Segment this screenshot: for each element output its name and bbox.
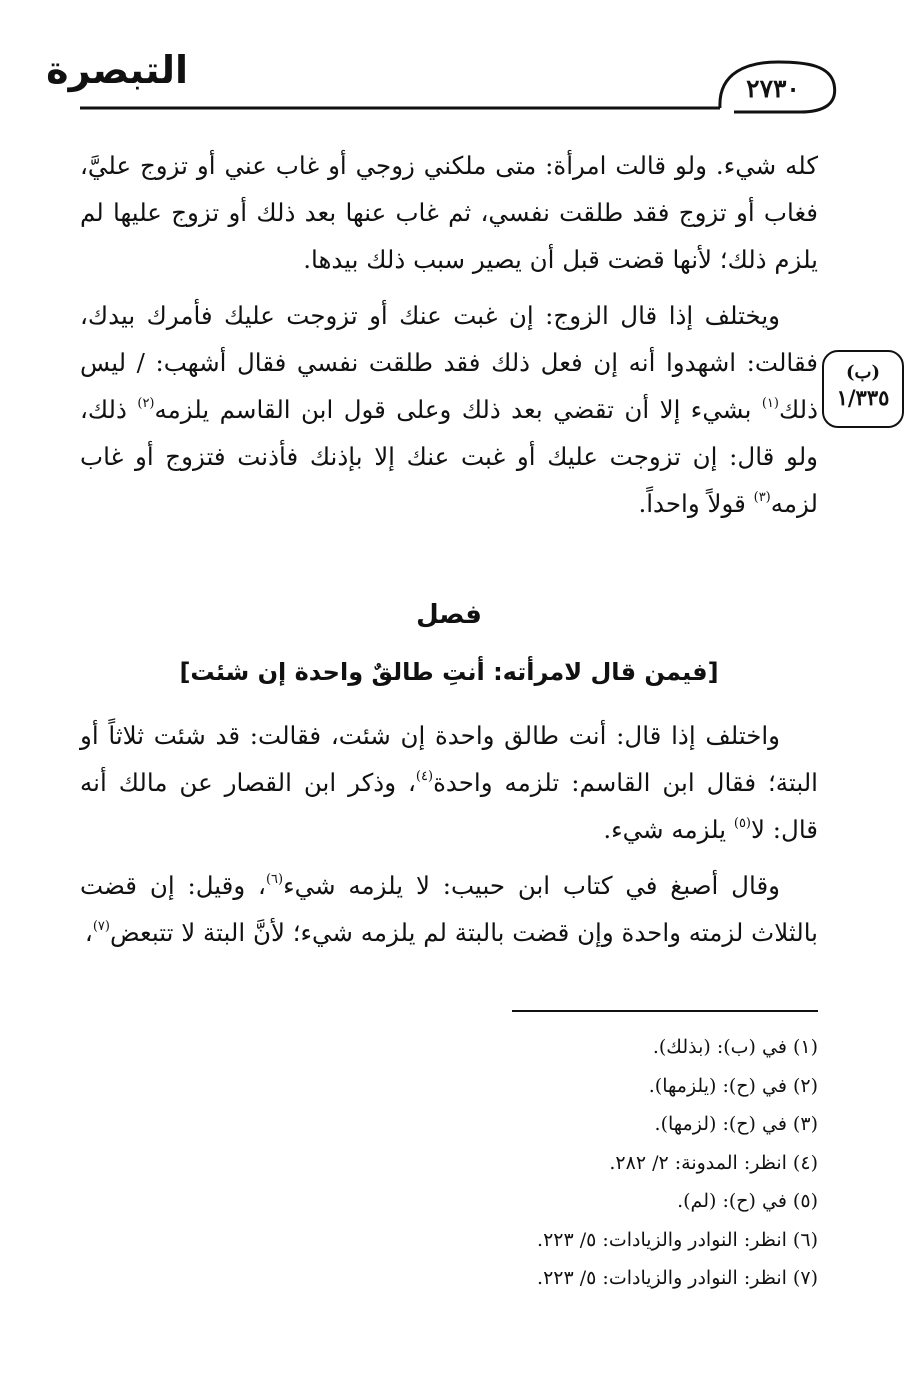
paragraph [80, 862, 818, 956]
paragraph: كله شيء. ولو قالت امرأة: متى ملكني زوجي أو غاب عني أو تزوج عليَّ، فغاب أو تزوج فقد طلقت نفسي، ثم غاب عنها بعد ذلك أو تزوج عليها لم يلزم ذلك؛ لأنها قضت قبل أن يصير سبب ذلك بيدها. [80, 151, 818, 274]
footnotes [380, 1028, 818, 1298]
footnote: (٢) في (ح): (يلزمها). [648, 1074, 818, 1097]
text-run: وقال أصبغ في كتاب ابن حبيب: لا يلزمه شيء [283, 871, 780, 900]
footnote-ref: (٢) [137, 396, 155, 411]
footnote: (٥) في (ح): (لم). [677, 1190, 818, 1212]
folio-number: ١/٣٣٥ [836, 385, 890, 410]
body-text-bottom [80, 712, 818, 956]
footnote: (١) في (ب): (بذلك). [652, 1036, 818, 1058]
footnote-divider [512, 1010, 818, 1012]
text-run: ذلك، ولو قال: إن تزوجت عليك أو غبت عنك إلا بإذنك فأذنت فتزوج أو غاب لزمه [80, 395, 818, 518]
body-text-top [80, 142, 818, 527]
footnote: (٦) انظر: النوادر والزيادات: ٥/ ٢٢٣. [537, 1228, 818, 1251]
footnote-ref: (٥) [733, 816, 751, 831]
footnote-ref: (٣) [753, 490, 771, 505]
footnote-ref: (١) [761, 396, 779, 411]
footnote-ref: (٦) [265, 872, 284, 887]
text-run: واختلف إذا قال: أنت طالق واحدة إن شئت، فقالت: قد شئت ثلاثاً أو البتة؛ فقال ابن القاسم: تلزمه واحدة [80, 721, 818, 797]
footnote: (٣) في (ح): (لزمها). [654, 1113, 818, 1135]
text-run: يلزمه شيء. [603, 815, 734, 844]
text-run: ، وقيل: إن قضت بالثلاث لزمته واحدة وإن قضت بالبتة لم يلزمه شيء؛ لأنَّ البتة لا تتبعض [80, 871, 818, 947]
text-run: قولاً واحداً. [638, 489, 754, 518]
paragraph [80, 712, 818, 853]
footnote-ref: (٤) [415, 769, 434, 784]
section-subtitle: [فيمن قال لامرأته: أنتِ طالقٌ واحدة إن شئت] [179, 658, 719, 686]
paragraph [80, 292, 818, 527]
book-title: التبصرة [46, 48, 188, 92]
manuscript-folio-marker [822, 350, 904, 428]
text-run: بشيء إلا أن تقضي بعد ذلك وعلى قول ابن القاسم يلزمه [154, 395, 762, 424]
page-number: ٢٧٣٠ [746, 74, 800, 103]
text-run: ، وذكر ابن القصار عن مالك أنه قال: لا [80, 768, 818, 844]
footnote: (٧) انظر: النوادر والزيادات: ٥/ ٢٢٣. [537, 1267, 818, 1289]
section-title: فصل [416, 600, 482, 630]
footnote-ref: (٧) [92, 919, 110, 934]
footnote: (٤) انظر: المدونة: ٢/ ٢٨٢. [609, 1151, 818, 1174]
text-run: ، [84, 918, 93, 947]
text-run: ويختلف إذا قال الزوج: إن غبت عنك أو تزوجت عليك فأمرك بيدك، فقالت: اشهدوا أنه إن فعل ذلك فقد طلقت نفسي فقال أشهب: / ليس ذلك [80, 301, 819, 424]
page-header [0, 0, 920, 130]
manuscript-label: (ب) [846, 362, 880, 383]
